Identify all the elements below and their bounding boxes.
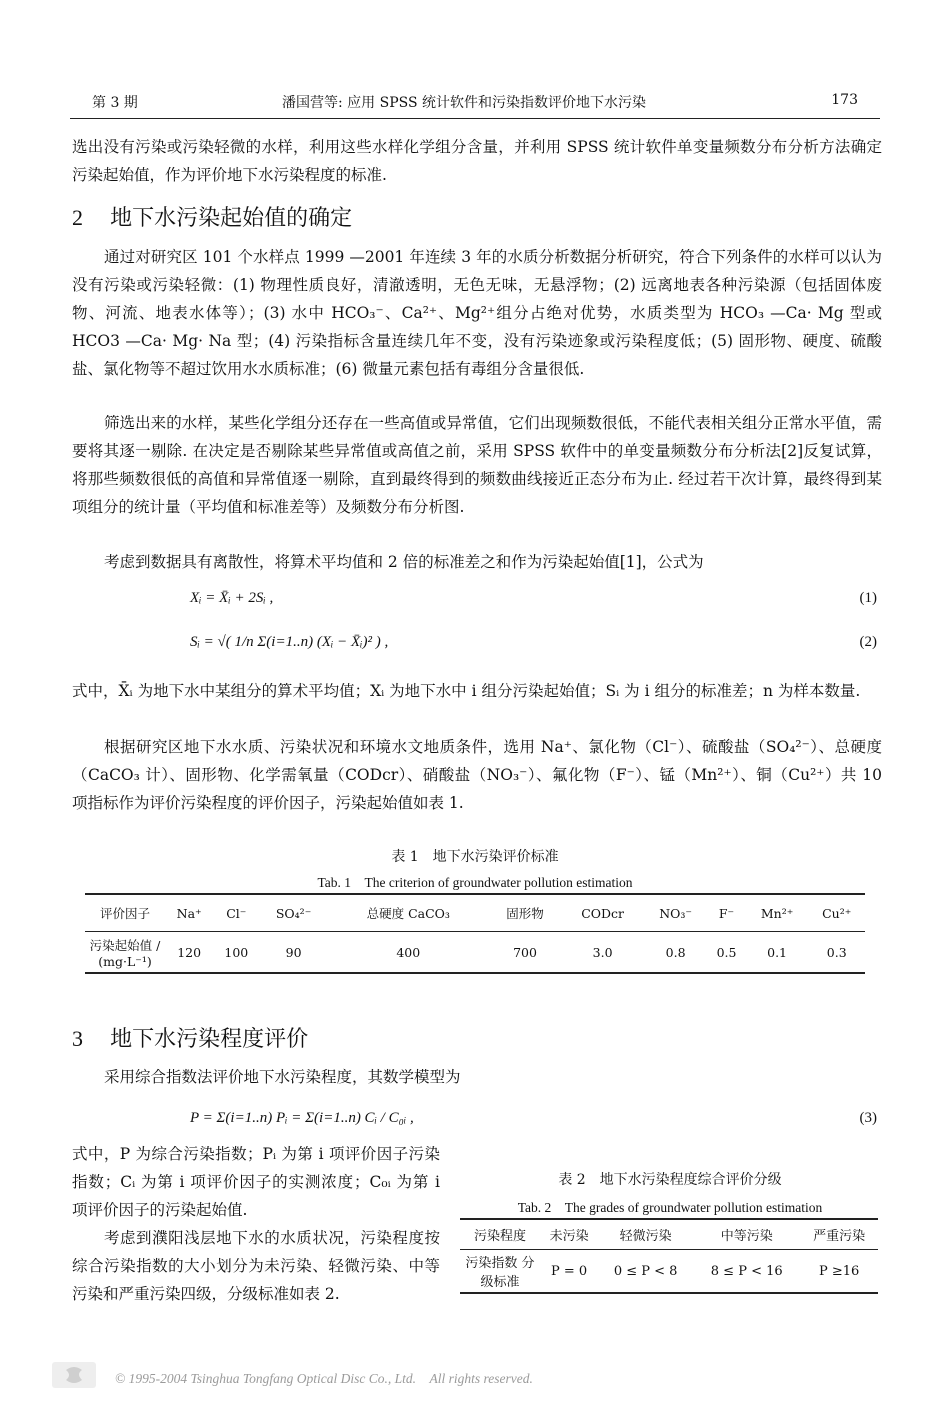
table-cell: 100 bbox=[224, 944, 249, 960]
page-number: 173 bbox=[831, 92, 858, 108]
table-header-cell: NO₃⁻ bbox=[644, 894, 707, 932]
table-header-cell: Cl⁻ bbox=[213, 894, 259, 932]
section-2-paragraph-1: 通过对研究区 101 个水样点 1999 —2001 年连续 3 年的水质分析数据分析研究，符合下列条件的水样可以认为没有污染或污染轻微：(1) 物理性质良好，清澈透明，无色无味，无悬浮物；(2) 远离地表各种污染源（包括固体废物、河流、地表水体等）；(3) 水中 HCO₃⁻、Ca²⁺、Mg²⁺组分占绝对优势，水质类型为 HCO₃ —Ca· Mg 型或 HCO3 —Ca· Mg· Na 型；(4) 污染指标含量连续几年不变，没有污染迹象或污染程度低；(5) 固形物、硬度、硫酸盐、氯化物等不超过饮用水水质标准；(6) 微量元素包括有毒组分含量很低. bbox=[72, 248, 882, 378]
table-header-row bbox=[460, 1219, 878, 1250]
equation-2-number: (2) bbox=[859, 634, 877, 650]
section-2-paragraph-2: 筛选出来的水样，某些化学组分还存在一些高值或异常值，它们出现频数很低，不能代表相关组分正常水平值，需要将其逐一剔除. 在决定是否剔除某些异常值或高值之前，采用 SPSS 软件中的单变量频数分布分析法[2]反复试算，将那些频数很低的高值和异常值逐一剔除，直到最终得到的频数曲线接近正态分布为止. 经过若干次计算，最终得到某项组分的统计量（平均值和标准差等）及频数分布分析图. bbox=[72, 414, 882, 516]
equation-3-number: (3) bbox=[859, 1110, 877, 1126]
table-cell: 8 ≤ P < 16 bbox=[710, 1263, 783, 1279]
publisher-logo-icon bbox=[52, 1362, 96, 1388]
section-2-paragraph-5: 根据研究区地下水水质、污染状况和环境水文地质条件，选用 Na⁺、氯化物（Cl⁻）、硫酸盐（SO₄²⁻）、总硬度（CaCO₃ 计）、固形物、化学需氧量（CODcr）、硝酸盐（NO₃⁻）、氟化物（F⁻）、锰（Mn²⁺）、铜（Cu²⁺）共 10 项指标作为评价污染程度的评价因子，污染起始值如表 1. bbox=[72, 738, 882, 812]
table-header-row bbox=[85, 894, 865, 932]
section-2-paragraph-3: 考虑到数据具有离散性，将算术平均值和 2 倍的标准差之和作为污染起始值[1]，公式为 bbox=[104, 553, 704, 571]
table-header-cell: 总硬度 CaCO₃ bbox=[328, 894, 489, 932]
section-title: 地下水污染程度评价 bbox=[110, 1027, 309, 1052]
intro-paragraph: 选出没有污染或污染轻微的水样，利用这些水样化学组分含量，并利用 SPSS 统计软件单变量频数分布分析方法确定污染起始值，作为评价地下水污染程度的标准. bbox=[72, 138, 882, 184]
table-header-cell: 中等污染 bbox=[693, 1219, 800, 1250]
table-header-cell: SO₄²⁻ bbox=[259, 894, 327, 932]
table-cell: 0.1 bbox=[767, 944, 788, 960]
table-header-cell: 严重污染 bbox=[800, 1219, 878, 1250]
table-header-cell: CODcr bbox=[561, 894, 644, 932]
equation-3: P = Σ(i=1..n) Pᵢ = Σ(i=1..n) Cᵢ / C₀ᵢ , bbox=[190, 1110, 414, 1126]
table-header-cell: Na⁺ bbox=[165, 894, 213, 932]
table-header-cell: 轻微污染 bbox=[598, 1219, 693, 1250]
issue-number: 第 3 期 bbox=[92, 95, 138, 111]
table-header-cell: Cu²⁺ bbox=[808, 894, 865, 932]
section-3-paragraph-2: 式中，P 为综合污染指数；Pᵢ 为第 i 项评价因子污染指数；Cᵢ 为第 i 项评价因子的实测浓度；C₀ᵢ 为第 i 项评价因子的污染起始值. bbox=[72, 1145, 440, 1219]
table-cell: P = 0 bbox=[551, 1263, 588, 1279]
running-header bbox=[70, 88, 880, 119]
table-cell: 0.5 bbox=[716, 944, 737, 960]
table-row-label: 污染起始值 / (mg·L⁻¹) bbox=[89, 937, 161, 969]
section-3-heading bbox=[72, 1022, 308, 1053]
table-1-caption-cn: 表 1 地下水污染评价标准 bbox=[391, 849, 559, 865]
copyright-notice: © 1995-2004 Tsinghua Tongfang Optical Disc Co., Ltd. All rights reserved. bbox=[115, 1371, 533, 1386]
table-header-cell: 固形物 bbox=[489, 894, 561, 932]
table-cell: 90 bbox=[285, 944, 302, 960]
equation-1: Xᵢ = X̄ᵢ + 2Sᵢ , bbox=[190, 590, 274, 606]
table-cell: 3.0 bbox=[592, 944, 613, 960]
table-cell: 0 ≤ P < 8 bbox=[613, 1263, 678, 1279]
table-2-caption-en: Tab. 2 The grades of groundwater pollution estimation bbox=[517, 1200, 823, 1215]
table-header-cell: 污染程度 bbox=[460, 1219, 540, 1250]
table-1 bbox=[85, 893, 865, 974]
section-3-paragraph-3: 考虑到濮阳浅层地下水的水质状况，污染程度按综合污染指数的大小划分为未污染、轻微污染、中等污染和严重污染四级，分级标准如表 2. bbox=[72, 1229, 440, 1303]
table-row bbox=[460, 1250, 878, 1294]
table-row bbox=[85, 932, 865, 974]
equation-2: Sᵢ = √( 1/n Σ(i=1..n) (Xᵢ − X̄ᵢ)² ) , bbox=[190, 634, 389, 650]
table-header-cell: F⁻ bbox=[707, 894, 745, 932]
section-number: 2 bbox=[72, 205, 83, 230]
table-1-caption-en: Tab. 1 The criterion of groundwater pollution estimation bbox=[317, 875, 633, 890]
table-row-label: 污染指数 分级标准 bbox=[465, 1256, 535, 1290]
running-title: 潘国营等: 应用 SPSS 统计软件和污染指数评价地下水污染 bbox=[282, 95, 647, 111]
table-2 bbox=[460, 1218, 878, 1294]
section-3-paragraph-1: 采用综合指数法评价地下水污染程度，其数学模型为 bbox=[104, 1068, 461, 1086]
table-header-cell: 评价因子 bbox=[85, 894, 165, 932]
section-2-paragraph-4: 式中，X̄ᵢ 为地下水中某组分的算术平均值；Xᵢ 为地下水中 i 组分污染起始值；Sᵢ 为 i 组分的标准差；n 为样本数量. bbox=[72, 682, 861, 700]
section-2-heading bbox=[72, 201, 352, 232]
table-2-caption-cn: 表 2 地下水污染程度综合评价分级 bbox=[558, 1172, 782, 1188]
table-cell: 400 bbox=[396, 944, 421, 960]
section-title: 地下水污染起始值的确定 bbox=[110, 206, 353, 231]
table-cell: 0.3 bbox=[826, 944, 847, 960]
table-cell: 120 bbox=[177, 944, 202, 960]
table-cell: 700 bbox=[513, 944, 537, 960]
section-number: 3 bbox=[72, 1026, 83, 1051]
table-cell: P ≥16 bbox=[819, 1263, 860, 1279]
table-header-cell: 未污染 bbox=[540, 1219, 598, 1250]
equation-1-number: (1) bbox=[859, 590, 877, 606]
table-header-cell: Mn²⁺ bbox=[746, 894, 809, 932]
table-cell: 0.8 bbox=[665, 944, 686, 960]
